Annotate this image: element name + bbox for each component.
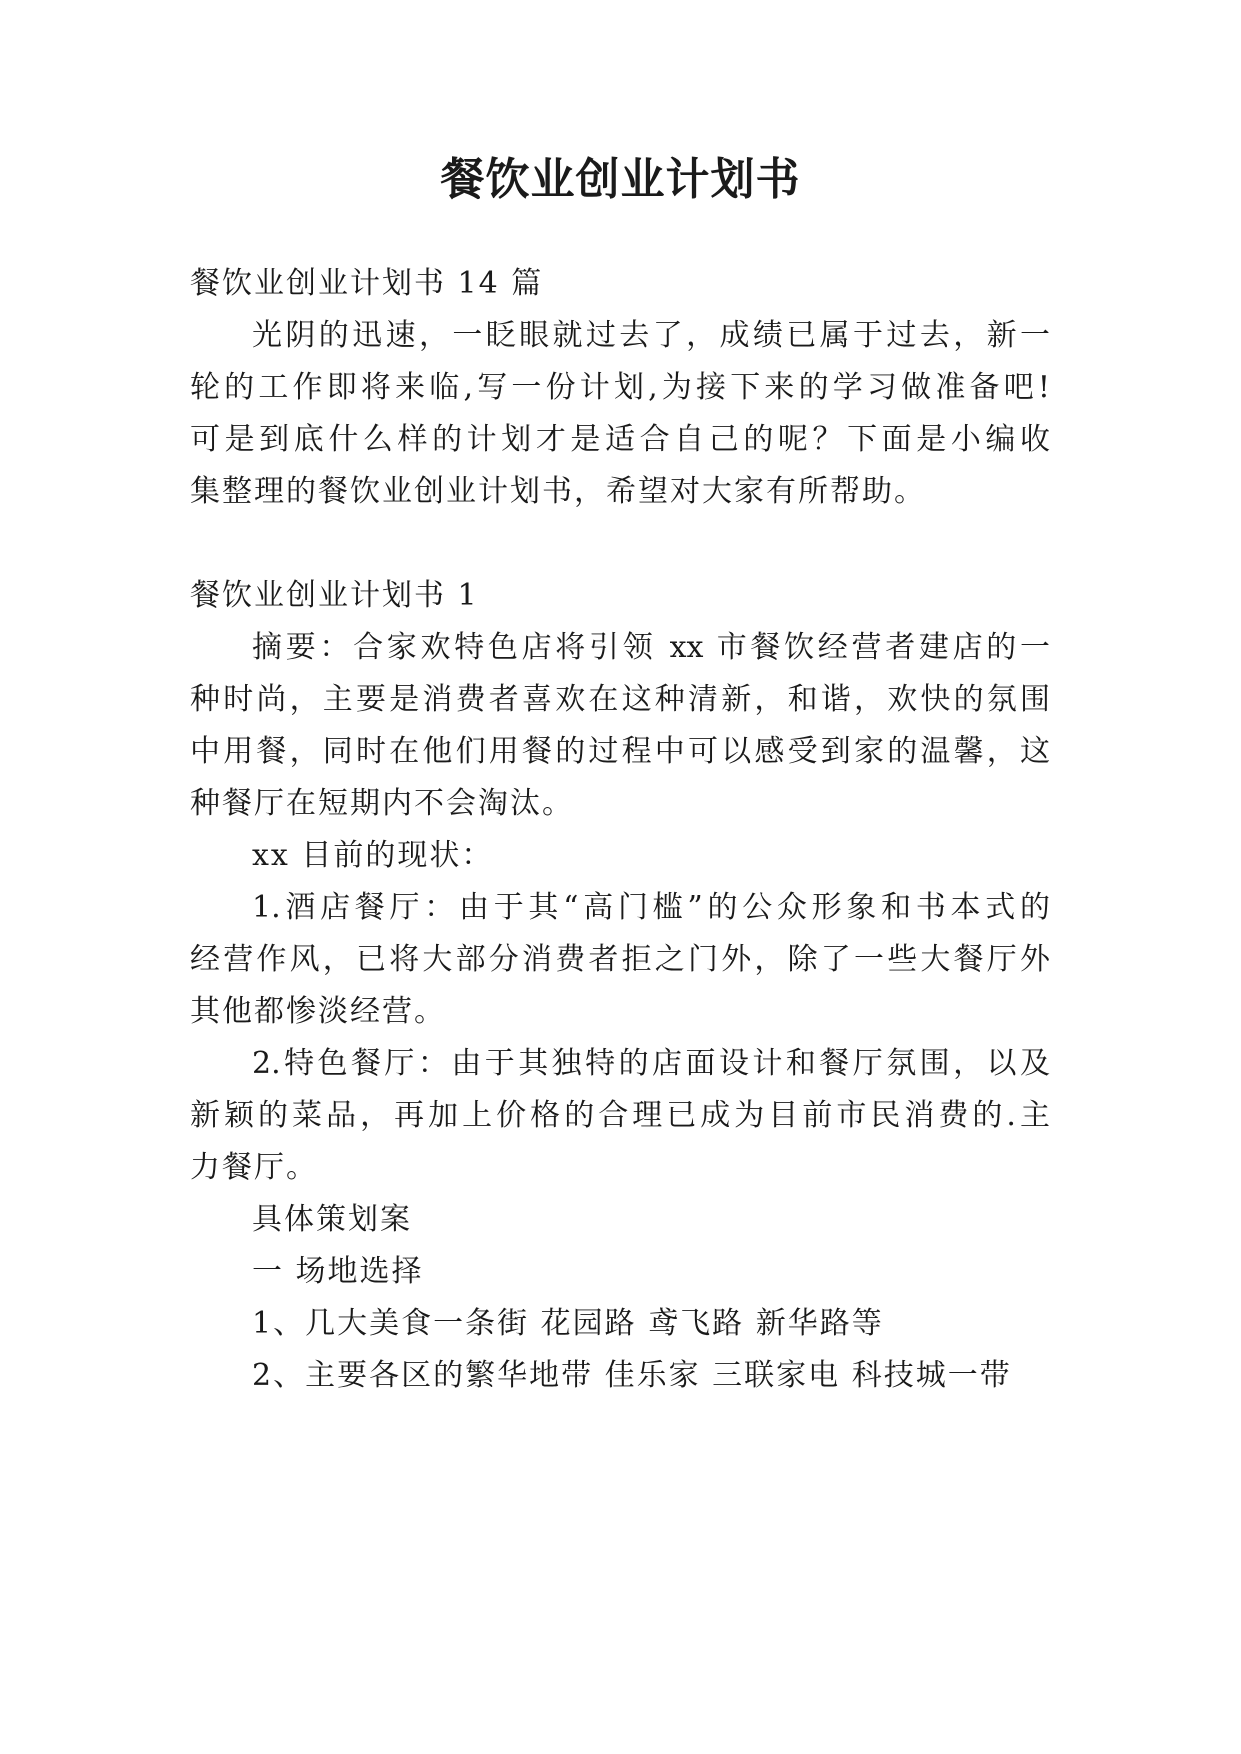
intro-paragraph-line: 光阴的迅速，一眨眼就过去了，成绩已属于过去，新一 xyxy=(252,318,1050,353)
document-title: 餐饮业创业计划书 xyxy=(440,154,801,205)
abstract-paragraph-line: 种时尚，主要是消费者喜欢在这种清新，和谐，欢快的氛围 xyxy=(190,682,1050,717)
abstract-paragraph-line: 摘要：合家欢特色店将引领 xx 市餐饮经营者建店的一 xyxy=(252,630,1050,665)
site-item: 1、几大美食一条街 花园路 鸢飞路 新华路等 xyxy=(252,1306,884,1341)
plan-heading: 具体策划案 xyxy=(252,1202,412,1237)
abstract-paragraph-line: 种餐厅在短期内不会淘汰。 xyxy=(190,786,574,821)
site-heading: 一 场地选择 xyxy=(252,1254,424,1289)
intro-paragraph-line: 轮的工作即将来临,写一份计划,为接下来的学习做准备吧! xyxy=(190,370,1050,405)
section-heading: 餐饮业创业计划书 1 xyxy=(190,578,479,613)
status-heading: xx 目前的现状： xyxy=(252,838,494,873)
abstract-paragraph-line: 中用餐，同时在他们用餐的过程中可以感受到家的温馨，这 xyxy=(190,734,1050,769)
status-item-line: 力餐厅。 xyxy=(190,1150,318,1185)
intro-paragraph-line: 集整理的餐饮业创业计划书，希望对大家有所帮助。 xyxy=(190,474,926,509)
site-item: 2、主要各区的繁华地带 佳乐家 三联家电 科技城一带 xyxy=(252,1358,1012,1393)
status-item-line: 2.特色餐厅：由于其独特的店面设计和餐厅氛围，以及 xyxy=(252,1046,1050,1081)
status-item-line: 新颖的菜品，再加上价格的合理已成为目前市民消费的.主 xyxy=(190,1098,1050,1133)
status-item-line: 其他都惨淡经营。 xyxy=(190,994,446,1029)
document-subtitle: 餐饮业创业计划书 14 篇 xyxy=(190,266,544,301)
status-item-line: 经营作风，已将大部分消费者拒之门外，除了一些大餐厅外 xyxy=(190,942,1050,977)
intro-paragraph-line: 可是到底什么样的计划才是适合自己的呢？下面是小编收 xyxy=(190,422,1050,457)
status-item-line: 1.酒店餐厅：由于其“高门槛”的公众形象和书本式的 xyxy=(252,890,1050,925)
